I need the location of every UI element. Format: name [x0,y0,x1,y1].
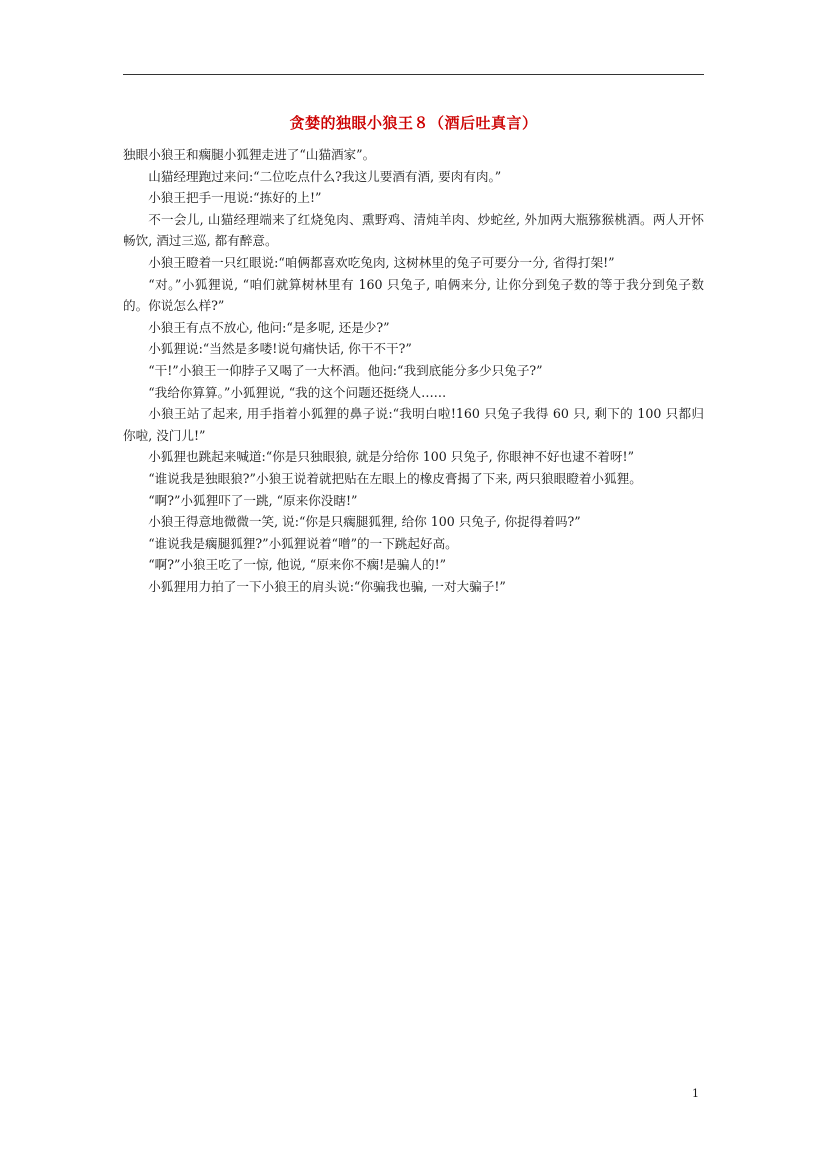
paragraph: “谁说我是独眼狼?”小狼王说着就把贴在左眼上的橡皮膏揭了下来, 两只狼眼瞪着小狐狸。 [148,470,642,486]
paragraph: 小狼王得意地微微一笑, 说:“你是只瘸腿狐狸, 给你 100 只兔子, 你捉得着吗?” [148,514,581,530]
paragraph: 小狼王站了起来, 用手指着小狐狸的鼻子说:“我明白啦!160 只兔子我得 60 只, 剩下的 100 只都归你啦, 没门儿!” [123,406,704,443]
document-title: 贪婪的独眼小狼王８（酒后吐真言） [289,114,538,132]
paragraph: 小狼王把手一甩说:“拣好的上!” [148,190,322,206]
paragraph: “谁说我是瘸腿狐狸?”小狐狸说着“噌”的一下跳起好高。 [148,535,458,551]
paragraph: 小狼王有点不放心, 他问:“是多呢, 还是少?” [148,319,390,335]
paragraph: 山猫经理跑过来问:“二位吃点什么?我这儿要酒有酒, 要肉有肉。” [148,168,502,184]
paragraph: “我给你算算。”小狐狸说, “我的这个问题还挺绕人…… [148,384,447,400]
paragraph: “啊?”小狼王吃了一惊, 他说, “原来你不瘸!是骗人的!” [148,557,447,573]
paragraph: “啊?”小狐狸吓了一跳, “原来你没瞎!” [148,492,358,508]
paragraph: 独眼小狼王和瘸腿小狐狸走进了“山猫酒家”。 [123,147,376,162]
paragraph: 小狼王瞪着一只红眼说:“咱俩都喜欢吃兔肉, 这树林里的兔子可要分一分, 省得打架!” [148,254,615,270]
paragraph: 不一会儿, 山猫经理端来了红烧兔肉、熏野鸡、清炖羊肉、炒蛇丝, 外加两大瓶猕猴桃酒。两人开怀畅饮, 酒过三巡, 都有醉意。 [123,211,704,249]
page-number: 1 [692,1087,699,1100]
paragraph: 小狐狸说:“当然是多喽!说句痛快话, 你干不干?” [148,341,412,357]
header-rule [123,74,704,75]
story-body [123,144,704,597]
paragraph: 小狐狸用力拍了一下小狼王的肩头说:“你骗我也骗, 一对大骗子!” [148,578,506,594]
paragraph: 小狐狸也跳起来喊道:“你是只独眼狼, 就是分给你 100 只兔子, 你眼神不好也逮不着呀!” [148,449,635,465]
paragraph: “干!”小狼王一仰脖子又喝了一大杯酒。他问:“我到底能分多少只兔子?” [148,362,543,378]
paragraph: “对。”小狐狸说, “咱们就算树林里有 160 只兔子, 咱俩来分, 让你分到兔子数的等于我分到兔子数的。你说怎么样?” [123,276,704,314]
